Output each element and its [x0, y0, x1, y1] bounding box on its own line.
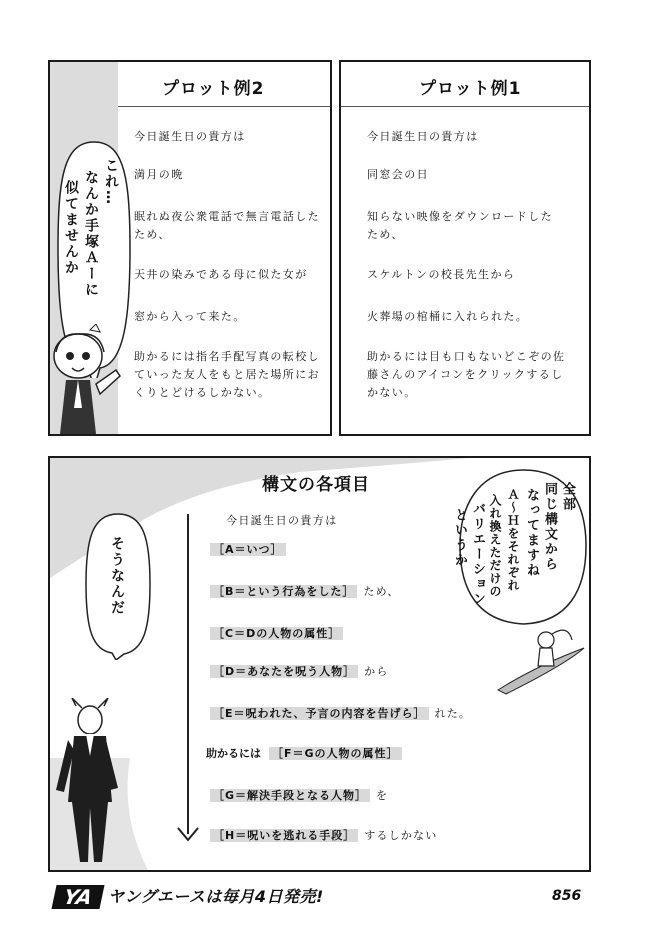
syntax-item	[210, 542, 286, 558]
character-illustration	[50, 324, 130, 436]
syntax-item-box: ［A＝いつ］	[210, 543, 286, 556]
plot-text-line: 知らない映像をダウンロードした	[367, 210, 553, 223]
banner-text: ヤングエースは毎月4日発売!	[108, 887, 324, 906]
syntax-item-box: ［B＝という行為をした］	[210, 585, 357, 598]
logo-text: YA	[61, 885, 95, 909]
syntax-item-box: ［C＝Dの人物の属性］	[210, 627, 343, 640]
plot-text-line: 天井の染みである母に似た女が	[134, 268, 308, 281]
page-number: 856	[552, 888, 582, 904]
syntax-item	[206, 746, 402, 762]
syntax-lead: 今日誕生日の貴方は	[226, 514, 338, 527]
footer-banner	[108, 886, 324, 908]
plot-text-line: ていった友人をもと居た場所にお	[134, 368, 320, 381]
plot-text-line: ため、	[134, 228, 171, 241]
syntax-item-box: ［D＝あなたを呪う人物］	[210, 665, 358, 678]
plot-text-line: 満月の晩	[134, 168, 184, 181]
syntax-item-suffix: れた。	[434, 707, 472, 720]
arrow-down-icon	[176, 826, 200, 842]
syntax-item-suffix: ため、	[363, 585, 400, 598]
syntax-item-prefix: 助かるには	[206, 747, 261, 760]
plot-text-line: 窓から入って来た。	[134, 310, 246, 323]
footer-logo	[51, 885, 104, 909]
syntax-title: 構文の各項目	[262, 475, 370, 495]
plot-text-line: 今日誕生日の貴方は	[134, 130, 246, 143]
plot-text-line: 今日誕生日の貴方は	[367, 130, 479, 143]
plot-example-1-title: プロット例1	[419, 79, 522, 99]
bubble-text-line: なってますね	[524, 488, 539, 578]
character-illustration	[50, 698, 124, 868]
plot-text-line: 同窓会の日	[367, 168, 429, 181]
plot-text-line: ため、	[367, 228, 404, 241]
syntax-item-suffix: から	[364, 665, 389, 678]
syntax-item	[210, 828, 437, 844]
plot-text-line: 助かるには指名手配写真の転校し	[134, 350, 320, 363]
syntax-item	[210, 788, 388, 804]
plot-text-line: スケルトンの校長先生から	[367, 268, 516, 281]
bubble-text-line: 入れ換えただけの	[488, 494, 502, 598]
bubble-text-line: 同じ構文から	[542, 482, 557, 572]
bubble-text-line: これ…	[103, 158, 119, 206]
bubble-text-line: 全部	[560, 482, 575, 512]
plot-text-line: くりとどけるしかない。	[134, 386, 271, 399]
panel-plot-example-1	[339, 60, 591, 436]
panel-plot-example-2	[48, 60, 332, 436]
syntax-item-box: ［G＝解決手段となる人物］	[210, 789, 370, 802]
bubble-text-line: なんか手塚Ａーに	[83, 170, 99, 298]
syntax-item	[210, 664, 389, 680]
syntax-item-suffix: するしかない	[364, 829, 438, 842]
bubble-text-line: Ａ～Ｈをそれぞれ	[506, 488, 520, 592]
syntax-item-box: ［F＝Gの人物の属性］	[269, 747, 402, 760]
flow-arrow-line	[187, 514, 189, 834]
bubble-text-line: バリエーション	[470, 502, 485, 607]
syntax-item	[210, 584, 400, 600]
plot-text-line: 火葬場の棺桶に入れられた。	[367, 310, 529, 323]
syntax-item-suffix: を	[376, 789, 389, 802]
plot-text-line: 藤さんのアイコンをクリックするし	[367, 368, 564, 381]
plot-text-line: 眠れぬ夜公衆電話で無言電話した	[134, 210, 320, 223]
plot-example-2-title: プロット例2	[162, 79, 265, 99]
bubble-text-line: 似てませんか	[63, 180, 79, 276]
bubble-text-line: そうなんだ	[109, 536, 125, 616]
syntax-item	[210, 706, 471, 722]
small-character-illustration	[496, 626, 586, 696]
plot-text-line: 助かるには目も口もないどこぞの佐	[367, 350, 566, 363]
title-divider	[118, 106, 330, 107]
panel-syntax-items	[48, 456, 591, 872]
plot-text-line: かない。	[367, 386, 417, 399]
syntax-item-box: ［E＝呪われた、予言の内容を告げら］	[210, 707, 429, 720]
syntax-item	[210, 626, 343, 642]
bubble-text-line: というか	[452, 508, 467, 568]
title-divider	[341, 106, 589, 107]
syntax-item-box: ［H＝呪いを逃れる手段］	[210, 829, 358, 842]
